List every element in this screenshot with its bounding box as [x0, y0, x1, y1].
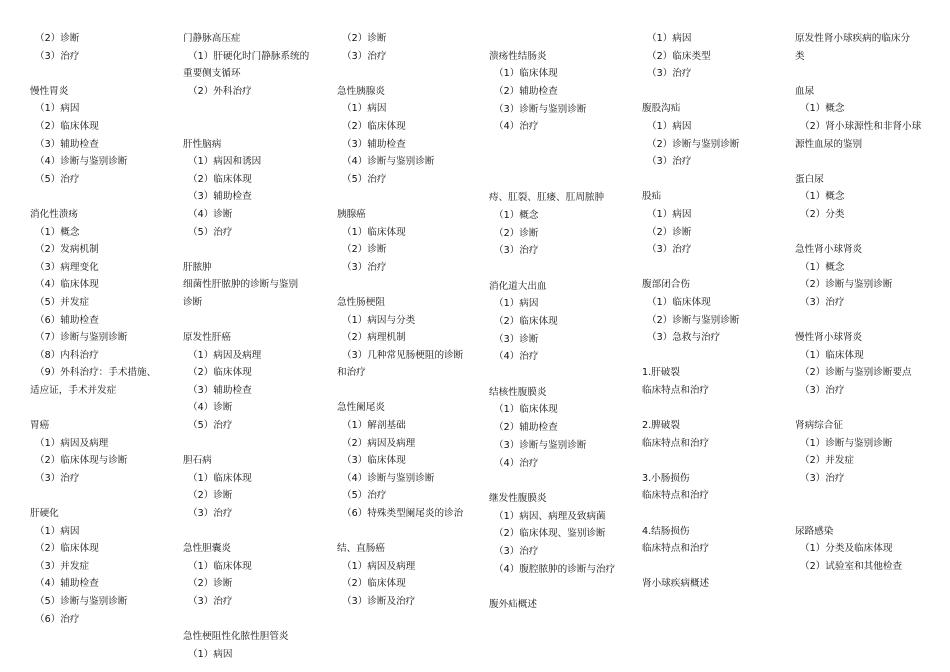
outline-item: （2）诊断与鉴别诊断 [647, 314, 740, 326]
blank-line [489, 260, 615, 278]
outline-item: （2）诊断 [35, 33, 80, 44]
section-heading: 腹部闭合伤 [642, 279, 690, 291]
outline-item: （3）辅助检查 [188, 384, 252, 396]
blank-line [795, 505, 921, 523]
section-heading: 痔、肛裂、肛瘘、肛周脓肿 [489, 192, 605, 204]
text-column-1 [30, 30, 156, 628]
blank-line [30, 399, 156, 417]
outline-item: （2）诊断与鉴别诊断 [800, 279, 893, 291]
section-heading: 胰腺癌 [337, 208, 366, 220]
blank-line [30, 188, 156, 206]
outline-item: （1）病因及病理 [35, 437, 109, 449]
blank-line [183, 435, 309, 453]
outline-item: （1）概念 [35, 226, 80, 238]
outline-item: （3）临床体现 [342, 455, 406, 467]
blank-line [642, 171, 739, 189]
section-heading: 溃疡性结肠炎 [489, 50, 547, 62]
outline-item: （2）临床体现 [188, 367, 252, 379]
outline-item: （5）治疗 [342, 490, 387, 502]
blank-line [795, 312, 921, 330]
section-heading: 重要侧支循环 [183, 68, 241, 80]
blank-line [795, 487, 921, 505]
outline-item: （9）外科治疗：手术措施、 [35, 367, 157, 379]
outline-item: （1）概念 [494, 209, 539, 221]
outline-item: （5）治疗 [188, 226, 233, 238]
outline-item: （2）诊断 [494, 227, 539, 239]
section-heading: 股疝 [642, 191, 662, 203]
outline-item: （3）诊断与鉴别诊断 [494, 439, 587, 451]
outline-item: （1）概念 [800, 191, 845, 203]
outline-item: （2）诊断 [647, 226, 692, 238]
outline-item: （3）辅助检查 [342, 138, 406, 150]
blank-line [489, 172, 615, 190]
section-heading: 2.脾破裂 [642, 420, 680, 432]
section-heading: 慢性胃炎 [30, 85, 69, 97]
section-heading: 继发性腹膜炎 [489, 492, 547, 504]
section-heading: 慢性肾小球肾炎 [795, 332, 863, 344]
blank-line [642, 83, 739, 101]
outline-item: （2）病因及病理 [342, 437, 416, 449]
section-heading: 蛋白尿 [795, 173, 824, 185]
section-heading: 类 [795, 50, 805, 62]
outline-item: （3）诊断与鉴别诊断 [494, 103, 587, 115]
section-heading: 腹股沟疝 [642, 103, 681, 115]
outline-item: （2）肾小球源性和非肾小球 [800, 120, 922, 132]
section-heading: 和治疗 [337, 367, 366, 379]
outline-item: （3）几种常见肠梗阻的诊断 [342, 349, 464, 361]
outline-item: （4）腹腔脓肿的诊断与治疗 [494, 563, 616, 575]
blank-line [183, 118, 309, 136]
outline-item: （3）急救与治疗 [647, 332, 721, 344]
outline-item: （5）治疗 [35, 173, 80, 185]
outline-item: （2）诊断 [342, 244, 387, 256]
outline-item: （1）临床体现 [647, 296, 711, 308]
section-heading: 临床特点和治疗 [642, 437, 710, 449]
outline-item: （3）辅助检查 [188, 191, 252, 203]
outline-item: （1）病因 [647, 33, 692, 44]
outline-item: （5）并发症 [35, 296, 90, 308]
section-heading: 原发性肝癌 [183, 332, 231, 344]
section-heading: 急性阑尾炎 [337, 402, 385, 414]
outline-item: （1）概念 [800, 103, 845, 115]
outline-item: （3）诊断 [494, 333, 539, 345]
outline-item: （4）诊断 [188, 208, 233, 220]
blank-line [642, 452, 739, 470]
text-column-2 [183, 30, 309, 663]
outline-item: （1）解剖基础 [342, 420, 406, 432]
outline-item: （4）临床体现 [35, 279, 99, 291]
section-heading: 腹外疝概述 [489, 599, 537, 610]
outline-item: （1）诊断与鉴别诊断 [800, 437, 893, 449]
outline-item: （4）诊断与鉴别诊断 [35, 156, 128, 168]
outline-item: （3）并发症 [35, 560, 90, 572]
outline-item: （2）并发症 [800, 455, 855, 467]
outline-item: （5）诊断与鉴别诊断 [35, 596, 128, 607]
outline-item: （1）病因 [342, 103, 387, 115]
outline-item: （1）临床体现 [342, 226, 406, 238]
outline-item: （2）分类 [800, 208, 845, 220]
blank-line [337, 65, 463, 83]
outline-item: （1）肝硬化时门静脉系统的 [188, 50, 310, 62]
blank-line [795, 65, 921, 83]
outline-item: （3）治疗 [35, 50, 80, 62]
section-heading: 急性梗阻性化脓性胆管炎 [183, 631, 289, 643]
blank-line [795, 399, 921, 417]
outline-item: （2）临床体现 [494, 316, 558, 327]
outline-item: （2）发病机制 [35, 244, 99, 256]
outline-item: （2）病理机制 [342, 332, 406, 344]
blank-line [337, 523, 463, 541]
outline-item: （4）治疗 [494, 351, 539, 363]
text-column-3 [337, 30, 463, 611]
blank-line [642, 505, 739, 523]
outline-item: （2）诊断 [342, 33, 387, 44]
section-heading: 1.肝破裂 [642, 367, 680, 379]
outline-item: （1）病因、病理及致病菌 [494, 510, 606, 522]
outline-item: （3）治疗 [647, 68, 692, 80]
outline-item: （3）治疗 [647, 156, 692, 168]
outline-item: （3）治疗 [342, 50, 387, 62]
section-heading: 肾病综合征 [795, 420, 843, 432]
outline-item: （2）临床体现与诊断 [35, 455, 128, 467]
blank-line [183, 312, 309, 330]
outline-item: （3）治疗 [494, 245, 539, 257]
section-heading: 肝性脑病 [183, 138, 222, 150]
outline-item: （3）治疗 [35, 472, 80, 484]
outline-item: （3）诊断及治疗 [342, 596, 416, 607]
section-heading: 4.结肠损伤 [642, 525, 690, 537]
outline-item: （6）特殊类型阑尾炎的诊治 [342, 508, 464, 520]
section-heading: 细菌性肝脓肿的诊断与鉴别 [183, 279, 299, 291]
blank-line [489, 472, 615, 490]
outline-item: （4）诊断 [188, 402, 233, 414]
outline-item: （1）病因和诱因 [188, 156, 262, 168]
outline-item: （1）临床体现 [188, 560, 252, 572]
outline-item: （1）病因 [188, 648, 233, 660]
text-column-4 [489, 30, 615, 614]
outline-item: （6）辅助检查 [35, 314, 99, 326]
outline-item: （8）内科治疗 [35, 349, 99, 361]
section-heading: 肝脓肿 [183, 261, 212, 273]
outline-item: （4）诊断与鉴别诊断 [342, 472, 435, 484]
blank-line [642, 259, 739, 277]
outline-item: （1）临床体现 [494, 404, 558, 416]
outline-item: （1）临床体现 [800, 349, 864, 361]
blank-line [183, 611, 309, 629]
section-heading: 源性血尿的鉴别 [795, 138, 863, 150]
outline-item: （2）临床体现 [342, 120, 406, 132]
section-heading: 结核性腹膜炎 [489, 386, 547, 398]
outline-item: （1）病因 [494, 298, 539, 310]
blank-line [642, 558, 739, 576]
outline-item: （3）病理变化 [35, 261, 99, 273]
section-heading: 胃癌 [30, 420, 50, 432]
outline-item: （3）治疗 [800, 384, 845, 396]
outline-item: （1）病因 [647, 208, 692, 220]
section-heading: 结、直肠癌 [337, 543, 385, 555]
blank-line [489, 136, 615, 154]
blank-line [795, 153, 921, 171]
outline-item: （3）治疗 [342, 261, 387, 273]
outline-item: （1）病因 [647, 120, 692, 132]
section-heading: 临床特点和治疗 [642, 384, 710, 396]
section-heading: 尿路感染 [795, 525, 834, 537]
outline-item: （1）临床体现 [494, 68, 558, 80]
section-heading: 急性肠梗阻 [337, 296, 385, 308]
outline-item: （1）病因与分类 [342, 314, 416, 326]
outline-item: （3）治疗 [494, 545, 539, 557]
outline-item: （1）病因及病理 [188, 349, 262, 361]
section-heading: 急性胰腺炎 [337, 85, 385, 97]
outline-item: （6）治疗 [35, 613, 80, 625]
blank-line [489, 578, 615, 596]
blank-line [337, 382, 463, 400]
outline-item: （2）辅助检查 [494, 422, 558, 434]
outline-item: （3）辅助检查 [35, 138, 99, 150]
outline-item: （3）治疗 [188, 508, 233, 520]
outline-item: （2）诊断 [188, 490, 233, 502]
outline-item: （2）临床体现 [35, 120, 99, 132]
blank-line [337, 276, 463, 294]
outline-item: （2）临床体现 [188, 173, 252, 185]
blank-line [642, 347, 739, 365]
outline-item: （1）病因 [35, 103, 80, 115]
text-column-6 [795, 30, 921, 575]
outline-item: （4）诊断与鉴别诊断 [342, 156, 435, 168]
blank-line [642, 399, 739, 417]
blank-line [795, 224, 921, 242]
section-heading: 肾小球疾病概述 [642, 578, 710, 590]
section-heading: 血尿 [795, 85, 815, 97]
outline-item: （2）临床体现 [342, 578, 406, 590]
outline-item: （5）治疗 [342, 173, 387, 185]
outline-item: （3）治疗 [800, 472, 845, 484]
section-heading: 肝硬化 [30, 508, 59, 520]
section-heading: 消化道大出血 [489, 280, 547, 292]
outline-item: （4）治疗 [494, 457, 539, 469]
section-heading: 适应证，手术并发症 [30, 384, 117, 396]
section-heading: 胆石病 [183, 455, 212, 467]
outline-item: （2）诊断 [188, 578, 233, 590]
outline-item: （3）治疗 [647, 244, 692, 256]
section-heading: 急性胆囊炎 [183, 543, 231, 555]
section-heading: 急性肾小球肾炎 [795, 244, 863, 256]
outline-item: （2）临床体现 [35, 543, 99, 555]
outline-item: （1）概念 [800, 261, 845, 273]
outline-item: （4）辅助检查 [35, 578, 99, 590]
blank-line [337, 188, 463, 206]
blank-line [489, 366, 615, 384]
section-heading: 临床特点和治疗 [642, 490, 710, 502]
outline-item: （7）诊断与鉴别诊断 [35, 332, 128, 344]
outline-item: （2）外科治疗 [188, 85, 252, 97]
section-heading: 消化性溃疡 [30, 208, 78, 220]
outline-item: （3）治疗 [188, 596, 233, 607]
outline-item: （1）病因 [35, 525, 80, 537]
section-heading: 临床特点和治疗 [642, 543, 710, 555]
outline-item: （2）辅助检查 [494, 86, 558, 98]
blank-line [183, 523, 309, 541]
outline-item: （1）病因及病理 [342, 560, 416, 572]
outline-item: （2）诊断与鉴别诊断 [647, 138, 740, 150]
outline-item: （3）治疗 [800, 296, 845, 308]
blank-line [183, 100, 309, 118]
outline-item: （2）临床类型 [647, 50, 711, 62]
section-heading: 门静脉高压症 [183, 33, 241, 44]
outline-item: （2）临床体现、鉴别诊断 [494, 528, 606, 540]
outline-item: （5）治疗 [188, 420, 233, 432]
outline-item: （1）分类及临床体现 [800, 543, 893, 555]
outline-item: （4）治疗 [494, 121, 539, 133]
blank-line [30, 65, 156, 83]
blank-line [489, 30, 615, 48]
text-column-5 [642, 30, 739, 593]
section-heading: 诊断 [183, 296, 203, 308]
outline-item: （2）试验室和其他检查 [800, 560, 903, 572]
blank-line [489, 154, 615, 172]
outline-item: （2）诊断与鉴别诊断要点 [800, 367, 912, 379]
outline-item: （1）临床体现 [188, 472, 252, 484]
section-heading: 原发性肾小球疾病的临床分 [795, 33, 911, 44]
blank-line [183, 241, 309, 259]
blank-line [30, 487, 156, 505]
section-heading: 3.小肠损伤 [642, 472, 690, 484]
